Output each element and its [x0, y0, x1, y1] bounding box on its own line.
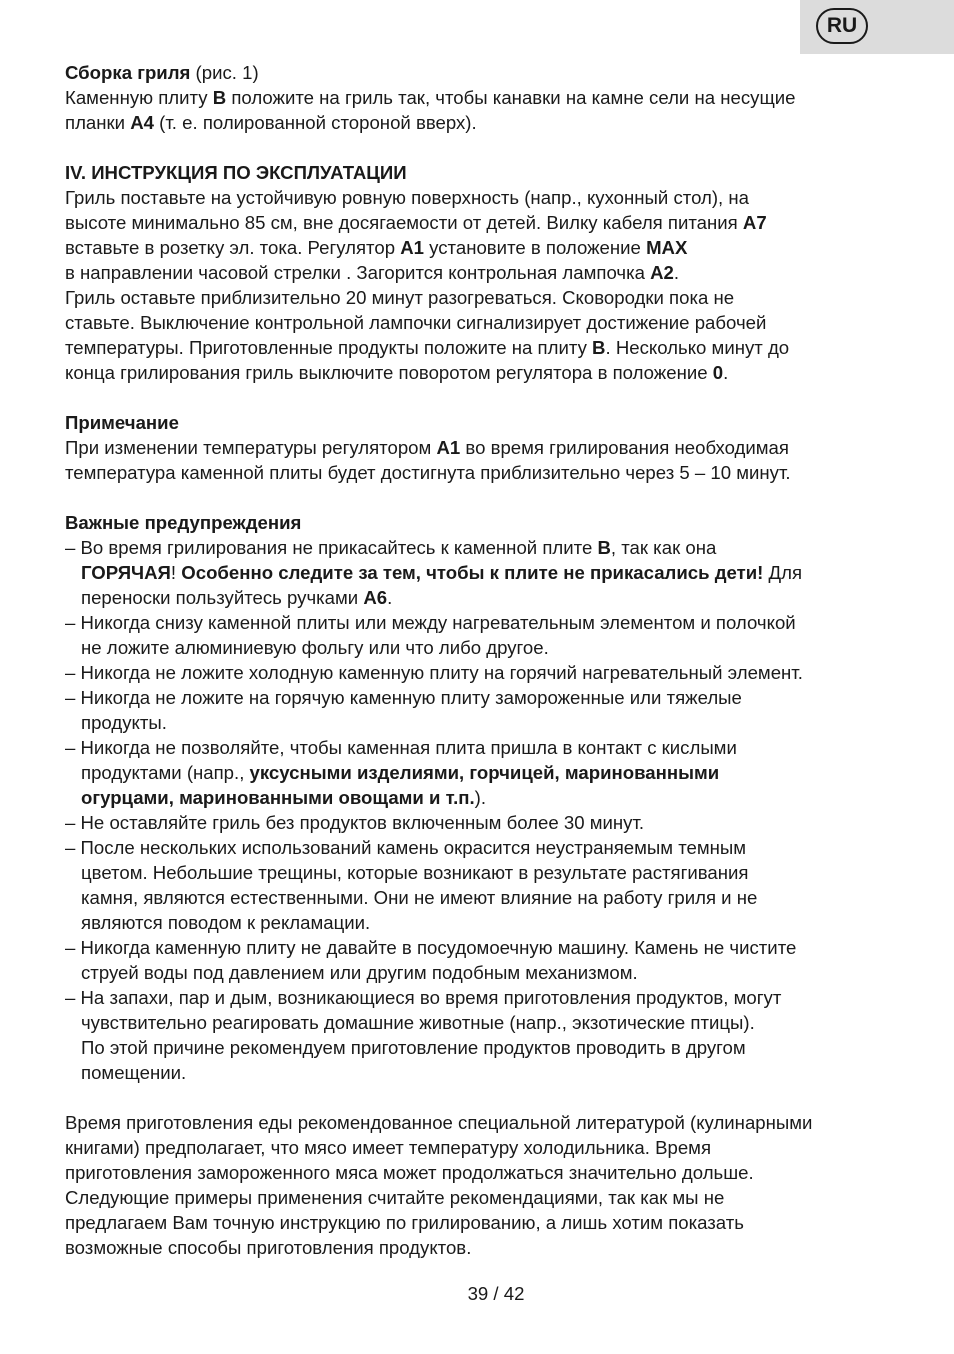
bold-text: A6: [363, 587, 388, 608]
text-line: [65, 85, 905, 110]
text-run: положите на гриль так, чтобы канавки на камне сели на несущие: [226, 87, 796, 108]
text-run: – Никогда не позволяйте, чтобы каменная плита пришла в контакт с кислыми: [65, 737, 737, 758]
text-line: [65, 460, 905, 485]
page-number: 39 / 42: [467, 1283, 525, 1304]
text-line: [65, 360, 905, 385]
text-run: . Несколько минут до: [605, 337, 790, 358]
paragraph-gap: [65, 1085, 905, 1110]
bold-text: ГОРЯЧАЯ: [81, 562, 171, 583]
text-run: предлагаем Вам точную инструкцию по грилированию, а лишь хотим показать: [65, 1212, 744, 1233]
text-run: высоте минимально 85 см, вне досягаемости от детей. Вилку кабеля питания: [65, 212, 743, 233]
text-line: [65, 685, 905, 710]
text-line: [65, 410, 905, 435]
text-line: [65, 310, 905, 335]
text-line: [65, 110, 905, 135]
text-line: [65, 535, 905, 560]
text-line: [65, 1035, 905, 1060]
bold-text: B: [592, 337, 606, 358]
text-run: (рис. 1): [190, 62, 259, 83]
text-line: [65, 210, 905, 235]
text-run: приготовления замороженного мяса может продолжаться значительно дольше.: [65, 1162, 754, 1183]
text-line: [65, 1160, 905, 1185]
text-run: Для: [763, 562, 803, 583]
paragraph-gap: [65, 485, 905, 510]
text-run: – Никогда не ложите холодную каменную плиту на горячий нагревательный элемент.: [65, 662, 803, 683]
text-line: [65, 1185, 905, 1210]
text-run: температуры. Приготовленные продукты положите на плиту: [65, 337, 593, 358]
text-line: [65, 585, 905, 610]
text-line: [65, 985, 905, 1010]
text-run: Гриль поставьте на устойчивую ровную поверхность (напр., кухонный стол), на: [65, 187, 749, 208]
text-run: камня, являются естественными. Они не имеют влияние на работу гриля и не: [81, 887, 758, 908]
text-run: ставьте. Выключение контрольной лампочки сигнализирует достижение рабочей: [65, 312, 767, 333]
bold-text: A1: [436, 437, 461, 458]
text-line: [65, 760, 905, 785]
text-line: [65, 560, 905, 585]
text-run: переноски пользуйтесь ручками: [81, 587, 364, 608]
text-run: продуктами (напр.,: [81, 762, 250, 783]
text-line: [65, 510, 905, 535]
text-line: [65, 860, 905, 885]
text-run: – Никогда каменную плиту не давайте в посудомоечную машину. Камень не чистите: [65, 937, 797, 958]
text-run: не ложите алюминиевую фольгу или что либо другое.: [81, 637, 549, 658]
text-run: !: [170, 562, 182, 583]
text-run: При изменении температуры регулятором: [65, 437, 437, 458]
text-run: струей воды под давлением или другим подобным механизмом.: [81, 962, 638, 983]
text-run: Гриль оставьте приблизительно 20 минут разогреваться. Сковородки пока не: [65, 287, 735, 308]
text-run: – Не оставляйте гриль без продуктов включенным более 30 минут.: [65, 812, 645, 833]
bold-text: A1: [400, 237, 424, 258]
bold-text: B: [597, 537, 611, 558]
text-run: – Никогда снизу каменной плиты или между нагревательным элементом и полочкой: [65, 612, 796, 633]
text-run: – После нескольких использований камень окрасится неустраняемым темным: [65, 837, 747, 858]
text-line: [65, 60, 905, 85]
text-line: [65, 185, 905, 210]
text-run: .: [673, 262, 680, 283]
text-run: – Никогда не ложите на горячую каменную плиту замороженные или тяжелые: [65, 687, 742, 708]
text-run: являются поводом к рекламации.: [81, 912, 371, 933]
text-run: – Во время грилирования не прикасайтесь к каменной плите: [65, 537, 598, 558]
text-run: Время приготовления еды рекомендованное специальной литературой (кулинарными: [65, 1112, 813, 1133]
text-run: – На запахи, пар и дым, возникающиеся во время приготовления продуктов, могут: [65, 987, 782, 1008]
text-run: в направлении часовой стрелки . Загорится контрольная лампочка: [65, 262, 651, 283]
text-line: [65, 335, 905, 360]
paragraph-gap: [65, 385, 905, 410]
text-line: [65, 710, 905, 735]
text-run: чувствительно реагировать домашние животные (напр., экзотические птицы).: [81, 1012, 755, 1033]
text-line: [65, 910, 905, 935]
text-line: [65, 1110, 905, 1135]
text-line: [65, 1135, 905, 1160]
text-run: По этой причине рекомендуем приготовление продуктов проводить в другом: [81, 1037, 746, 1058]
text-line: [65, 785, 905, 810]
text-run: Каменную плиту: [65, 87, 213, 108]
text-run: температура каменной плиты будет достигнута приблизительно через 5 – 10 минут.: [65, 462, 791, 483]
bold-text: Сборка гриля: [65, 62, 191, 83]
bold-text: A2: [650, 262, 674, 283]
text-line: [65, 160, 905, 185]
text-line: [65, 1060, 905, 1085]
text-run: ).: [474, 787, 487, 808]
text-run: установите в положение: [424, 237, 647, 258]
text-run: .: [723, 362, 729, 383]
text-run: во время грилирования необходимая: [460, 437, 789, 458]
text-run: планки: [65, 112, 131, 133]
text-run: книгами) предполагает, что мясо имеет температуру холодильника. Время: [65, 1137, 712, 1158]
bold-text: Важные предупреждения: [65, 512, 302, 533]
text-run: продукты.: [81, 712, 167, 733]
text-line: [65, 810, 905, 835]
bold-text: Примечание: [65, 412, 179, 433]
text-line: [65, 435, 905, 460]
bold-text: IV. ИНСТРУКЦИЯ ПО ЭКСПЛУАТАЦИИ: [65, 162, 407, 183]
text-run: помещении.: [81, 1062, 187, 1083]
text-line: [65, 285, 905, 310]
text-run: возможные способы приготовления продуктов.: [65, 1237, 472, 1258]
text-line: [65, 835, 905, 860]
bold-text: 0: [712, 362, 724, 383]
text-line: [65, 610, 905, 635]
text-line: [65, 885, 905, 910]
text-line: [65, 260, 905, 285]
bold-text: огурцами, маринованными овощами и т.п.: [81, 787, 475, 808]
bold-text: MAX: [646, 237, 688, 258]
bold-text: Особенно следите за тем, чтобы к плите не прикасались дети!: [181, 562, 764, 583]
text-line: [65, 960, 905, 985]
text-run: .: [387, 587, 393, 608]
text-line: [65, 635, 905, 660]
text-run: Следующие примеры применения считайте рекомендациями, так как мы не: [65, 1187, 725, 1208]
text-run: конца грилирования гриль выключите поворотом регулятора в положение: [65, 362, 713, 383]
text-line: [65, 1010, 905, 1035]
text-line: [65, 235, 905, 260]
bold-text: A7: [742, 212, 767, 233]
language-badge: RU: [816, 8, 868, 44]
text-run: (т. е. полированной стороной вверх).: [154, 112, 477, 133]
bold-text: B: [212, 87, 227, 108]
text-line: [65, 735, 905, 760]
text-line: [65, 1235, 905, 1260]
text-run: цветом. Небольшие трещины, которые возникают в результате растягивания: [81, 862, 749, 883]
text-line: [65, 935, 905, 960]
paragraph-gap: [65, 135, 905, 160]
language-tab: [800, 0, 954, 54]
text-run: , так как она: [610, 537, 717, 558]
bold-text: A4: [130, 112, 154, 133]
bold-text: уксусными изделиями, горчицей, маринованными: [249, 762, 720, 783]
text-line: [65, 660, 905, 685]
text-line: [65, 1210, 905, 1235]
text-run: вставьте в розетку эл. тока. Регулятор: [65, 237, 401, 258]
document-body: [65, 60, 905, 1260]
